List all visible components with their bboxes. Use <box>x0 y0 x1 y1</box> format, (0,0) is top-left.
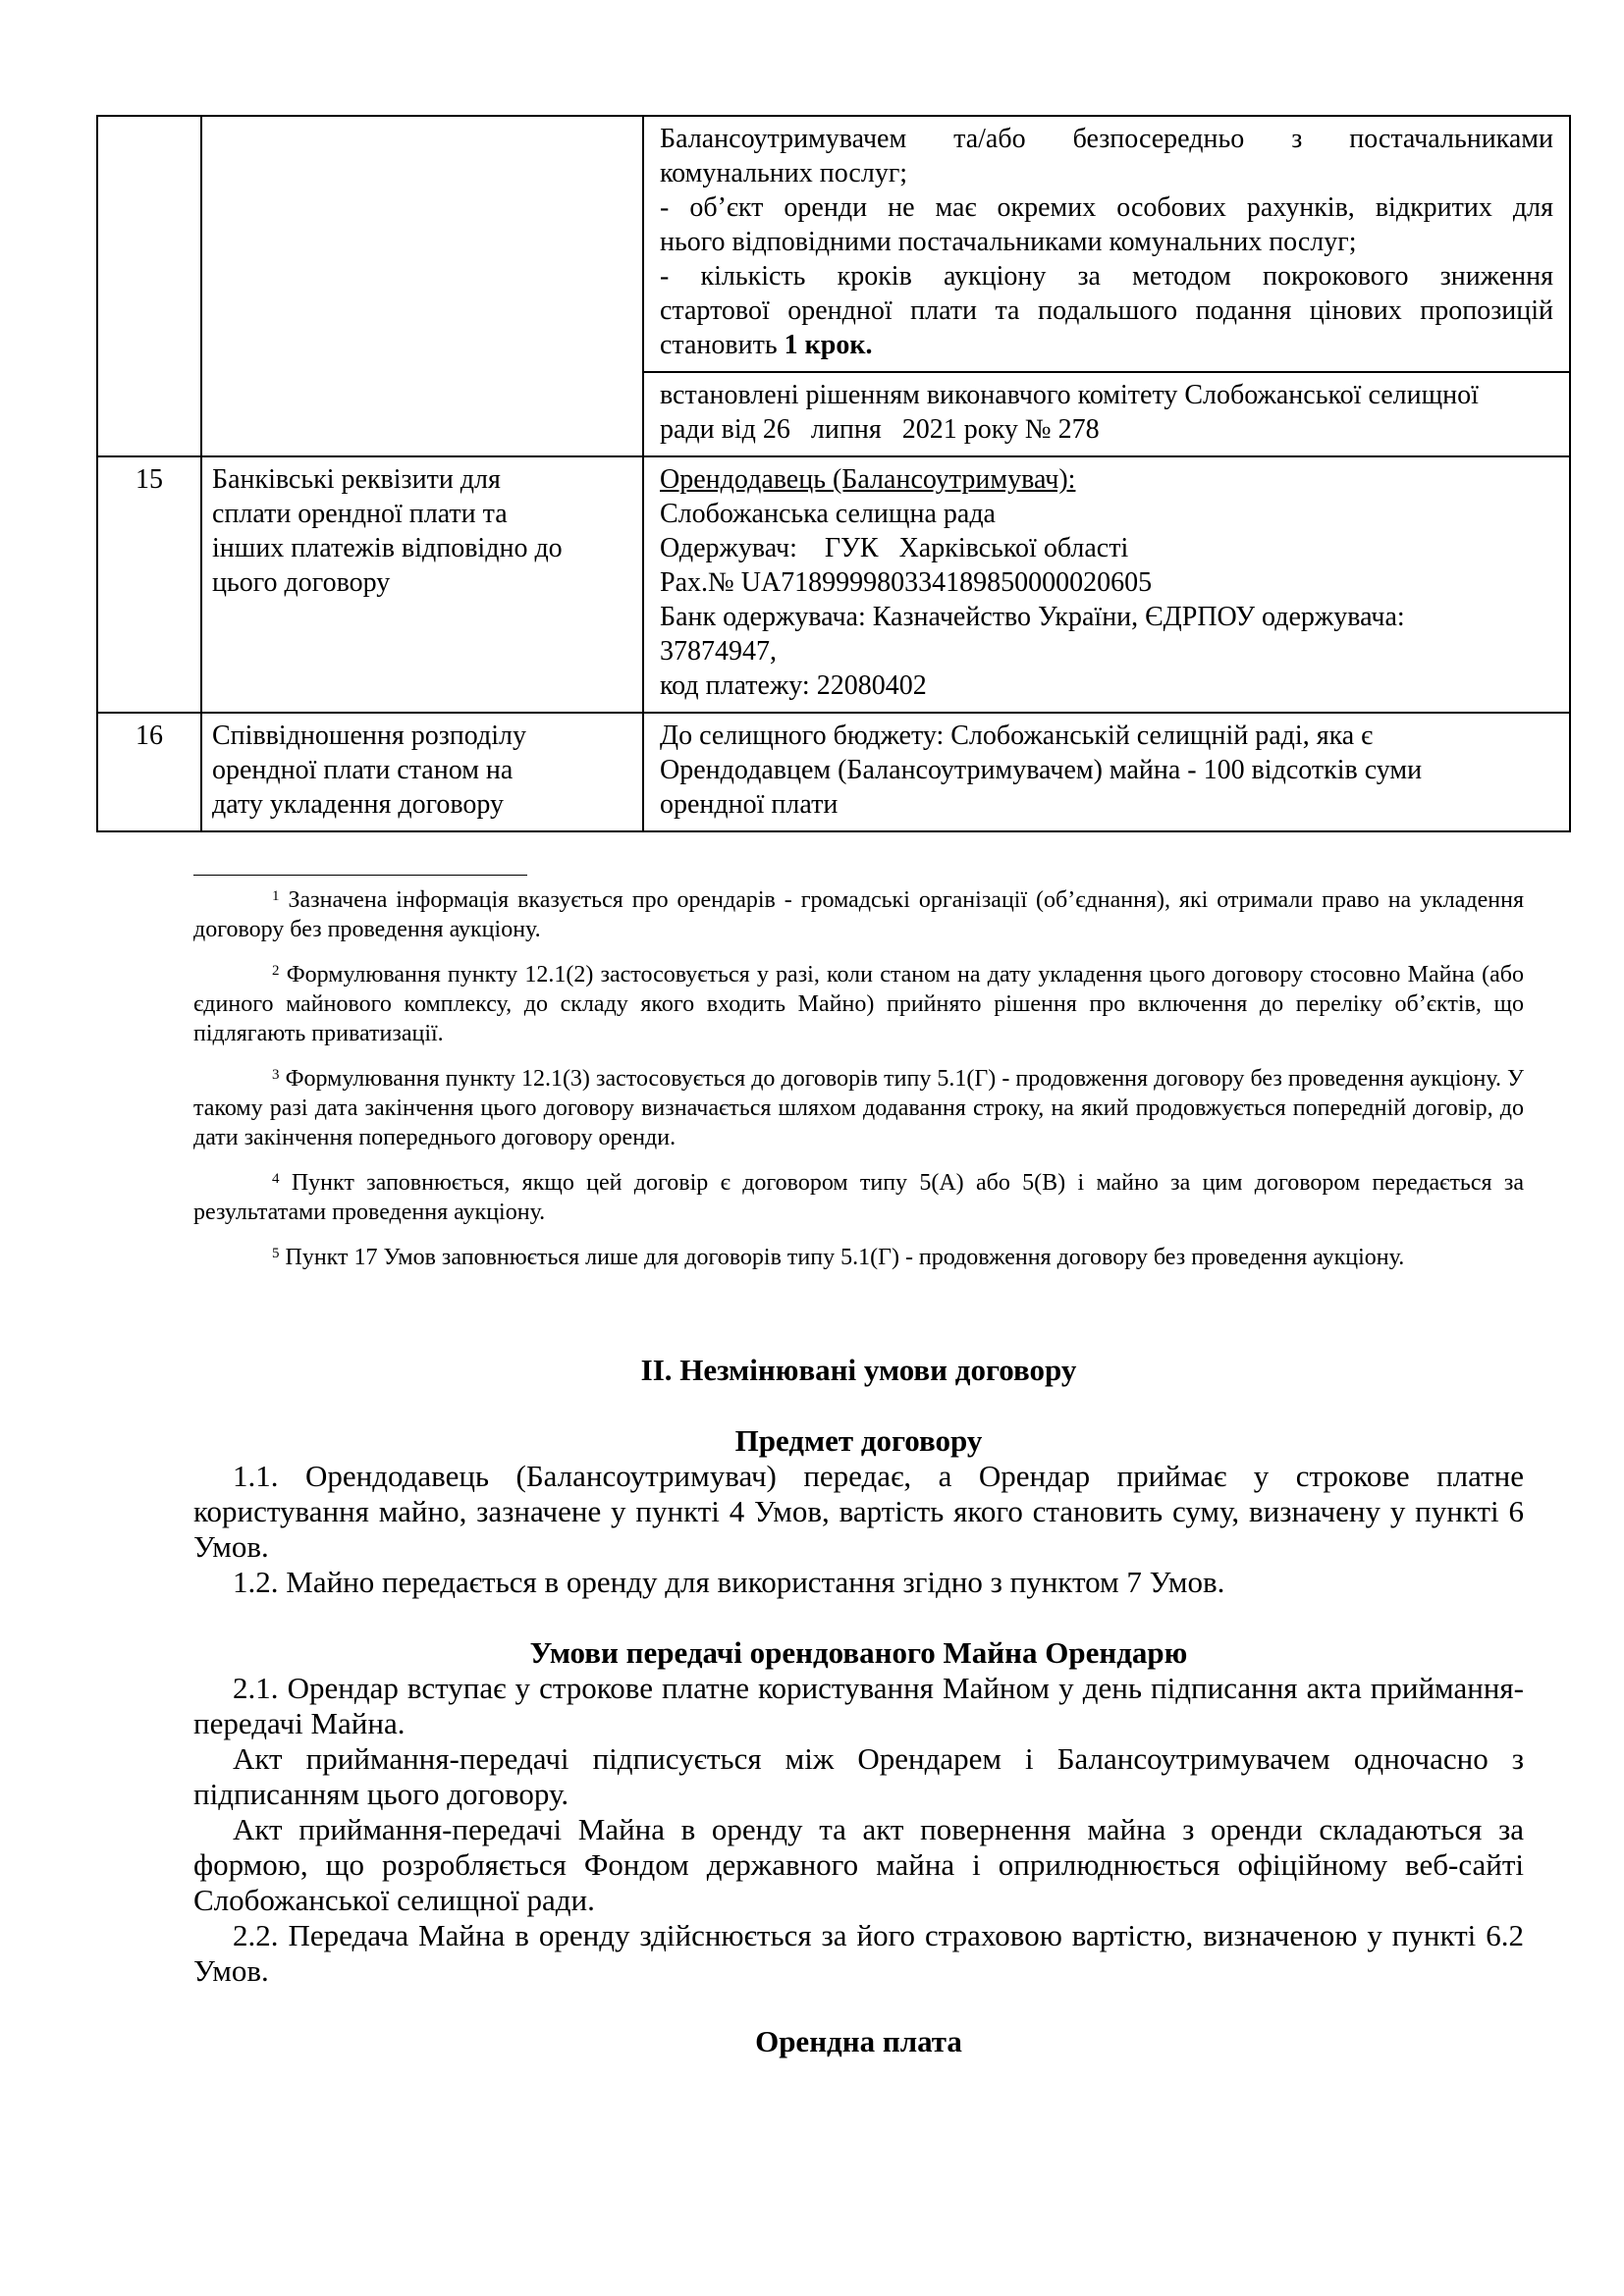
row-value-cell <box>643 116 1570 456</box>
lessor-heading: Орендодавець (Балансоутримувач): <box>660 464 1076 495</box>
footnote-separator <box>193 875 527 876</box>
footnote-mark: 1 <box>272 888 280 904</box>
paragraph: Акт приймання-передачі Майна в оренду та акт повернення майна з оренди складаються за формою, що розробляється Фондом державного майна і оприлюднюється офіційному веб-сайті Слобожанської селищної ради. <box>193 1812 1524 1917</box>
footnote: $^4$ Пункт заповнюється, якщо цей договір є договором типу 5(А) або 5(В) і майно за цим договором передається за результатами проведення аукціону. <box>193 1170 1525 1225</box>
table-row <box>97 116 1570 456</box>
rent-heading: Орендна плата <box>755 2024 962 2058</box>
bank-line: Банк одержувача: Казначейство України, ЄДРПОУ одержувача: <box>660 602 1405 632</box>
footnote: $^1$ Зазначена інформація вказується про орендарів - громадські організації (об’єднання), які отримали право на укладення договору без проведення аукціону. <box>193 887 1525 942</box>
footnote: $^5$ Пункт 17 Умов заповнюється лише для договорів типу 5.1(Г) - продовження договору без проведення аукціону. <box>272 1245 1405 1270</box>
row-value-cell <box>643 456 1570 713</box>
footnote-mark: 3 <box>272 1067 280 1083</box>
row-number-cell: 15 <box>97 456 201 713</box>
section-title: ІІ. Незмінювані умови договору <box>640 1353 1077 1387</box>
table-row <box>97 456 1570 713</box>
edrpou-code: 37874947, <box>660 636 777 667</box>
paragraph: 1.2. Майно передається в оренду для використання згідно з пунктом 7 Умов. <box>233 1565 1225 1599</box>
contract-section <box>193 1353 1524 2059</box>
bank-details <box>644 457 1569 712</box>
value-line: становить 1 крок. <box>660 330 873 360</box>
transfer-heading: Умови передачі орендованого Майна Орендарю <box>529 1635 1188 1670</box>
paragraph: 1.1. Орендодавець (Балансоутримувач) передає, а Орендар приймає у строкове платне користування майно, зазначене у пункті 4 Умов, вартість якого становить суму, визначену у пункті 6 Умов. <box>193 1459 1524 1564</box>
row-number-cell: 16 <box>97 713 201 831</box>
value-line: встановлені рішенням виконавчого комітету Слобожанської селищної <box>660 380 1479 410</box>
value-line: - кількість кроків аукціону за методом покрокового зниження <box>660 261 1553 292</box>
value-block-decision <box>644 371 1569 455</box>
value-line: ради від 26 липня 2021 року № 278 <box>660 414 1100 445</box>
row-name-cell: Банківські реквізити для сплати орендної плати та інших платежів відповідно до цього договору <box>201 456 643 713</box>
row-value-cell <box>643 713 1570 831</box>
value-block-conditions <box>644 117 1569 371</box>
org-name: Слобожанська селищна рада <box>660 499 996 529</box>
footnote: $^2$ Формулювання пункту 12.1(2) застосовується у разі, коли станом на дату укладення цього договору стосовно Майна (або єдиного майнового комплексу, до складу якого входить Майно) прийнято рішення про включення до переліку об’єктів, що підлягають приватизації. <box>193 962 1525 1046</box>
footnote-mark: 2 <box>272 963 280 979</box>
value-line: комунальних послуг; <box>660 158 908 188</box>
footnote-mark: 4 <box>272 1171 280 1187</box>
terms-table <box>96 115 1571 832</box>
value-line: стартової орендної плати та подальшого подання цінових пропозицій <box>660 295 1553 326</box>
payment-code: код платежу: 22080402 <box>660 670 927 701</box>
value-line: нього відповідними постачальниками комунальних послуг; <box>660 227 1357 257</box>
paragraph: Акт приймання-передачі підписується між Орендарем і Балансоутримувачем одночасно з підписанням цього договору. <box>193 1741 1524 1811</box>
recipient: Одержувач: ГУК Харківської області <box>660 533 1129 563</box>
paragraph: 2.1. Орендар вступає у строкове платне користування Майном у день підписання акта приймання-передачі Майна. <box>193 1671 1524 1740</box>
distribution-value: До селищного бюджету: Слобожанській селищній раді, яка є Орендодавцем (Балансоутримувачем) майна - 100 відсотків суми орендної плати <box>660 721 1423 820</box>
table-row <box>97 713 1570 831</box>
account-number: Рах.№ UA718999980334189850000020605 <box>660 567 1153 598</box>
subject-heading: Предмет договору <box>734 1423 983 1458</box>
row-number-cell <box>97 116 201 456</box>
value-line: Балансоутримувачем та/або безпосередньо з постачальниками <box>660 124 1553 154</box>
row-name-cell: Співвідношення розподілу орендної плати станом на дату укладення договору <box>201 713 643 831</box>
footnotes <box>193 885 1524 1288</box>
footnote: $^3$ Формулювання пункту 12.1(3) застосовується до договорів типу 5.1(Г) - продовження договору без проведення аукціону. У такому разі дата закінчення цього договору визначається шляхом додавання строку, на який продовжується попередній договір, до дати закінчення попереднього договору оренди. <box>193 1066 1525 1150</box>
value-line: - об’єкт оренди не має окремих особових рахунків, відкритих для <box>660 192 1553 223</box>
bold-value: 1 крок. <box>784 330 873 360</box>
footnote-mark: 5 <box>272 1246 280 1261</box>
paragraph: 2.2. Передача Майна в оренду здійснюється за його страховою вартістю, визначеною у пункті 6.2 Умов. <box>193 1918 1524 1988</box>
row-name-cell <box>201 116 643 456</box>
